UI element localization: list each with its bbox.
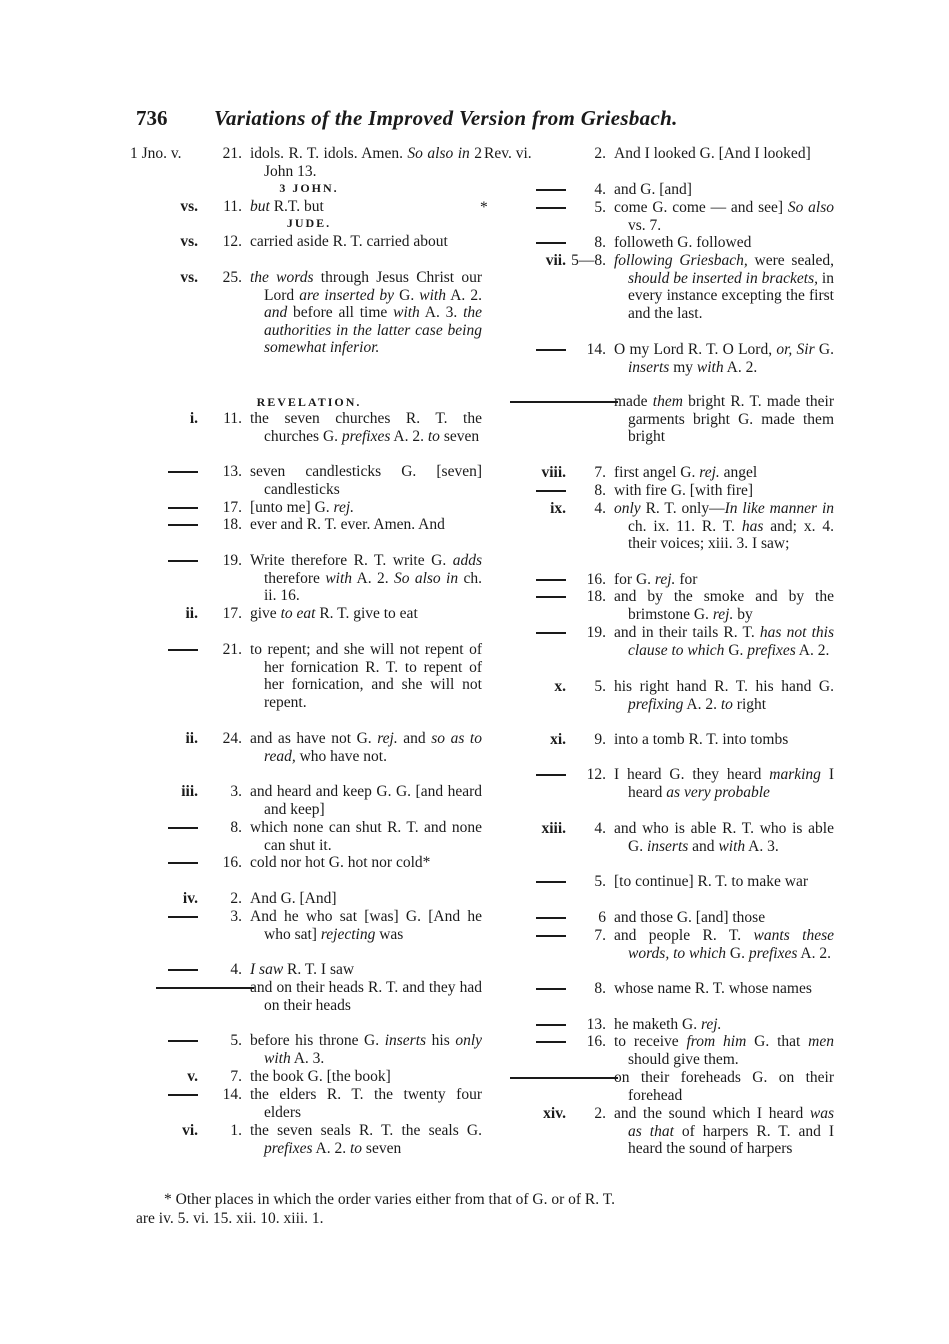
ditto-dash — [168, 862, 198, 864]
entry-reference — [510, 393, 622, 411]
entry-reference — [490, 500, 606, 518]
entry-reference — [490, 181, 606, 199]
verse-ref: 2. — [230, 890, 242, 907]
chapter-ref: xiii. — [541, 820, 566, 837]
entry-reference — [490, 234, 606, 252]
verse-ref: 13. — [586, 1016, 606, 1033]
verse-ref: 16. — [222, 854, 242, 871]
entry-reference — [136, 1086, 242, 1104]
footnote-line-2: are iv. 5. vi. 15. xii. 10. xiii. 1. — [136, 1210, 324, 1227]
ditto-dash — [536, 189, 566, 191]
entry-text: the seven churches R. T. the churches G. prefixes A. 2. to seven — [250, 410, 482, 445]
entry-reference — [490, 980, 606, 998]
chapter-ref: ii. — [185, 730, 198, 747]
verse-ref: 2. — [594, 1105, 606, 1122]
entry-text: [to continue] R. T. to make war — [614, 873, 808, 890]
entry-text: and people R. T. wants these words, to which G. prefixes A. 2. — [614, 927, 834, 962]
ditto-dash — [168, 916, 198, 918]
verse-ref: 5—8. — [571, 252, 606, 269]
verse-ref: 3. — [230, 783, 242, 800]
verse-ref: 13. — [222, 463, 242, 480]
entry-reference — [490, 464, 606, 482]
verse-ref: 21. — [222, 145, 242, 162]
ditto-dash — [536, 596, 566, 598]
chapter-ref: vs. — [180, 198, 198, 215]
entry-text: to receive from him G. that men should give them. — [614, 1033, 834, 1068]
entry-reference — [490, 1033, 606, 1051]
entry-text: which none can shut R. T. and none can shut it. — [250, 819, 482, 854]
verse-ref: 8. — [594, 482, 606, 499]
entry-text: and those G. [and] those — [614, 909, 766, 926]
entry-reference — [136, 499, 242, 517]
entry-text: And he who sat [was] G. [And he who sat] rejecting was — [250, 908, 482, 943]
entry-text: the seven seals R. T. the seals G. prefixes A. 2. to seven — [250, 1122, 482, 1157]
footnote — [136, 1190, 836, 1228]
section-heading: 3 JOHN. — [279, 181, 339, 195]
entry-text: cold nor hot G. hot nor cold* — [250, 854, 431, 871]
entry-reference — [136, 819, 242, 837]
verse-ref: 5. — [594, 199, 606, 216]
chapter-ref: Rev. vi. — [484, 145, 532, 162]
entry-text: I saw R. T. I saw — [250, 961, 355, 978]
entry-text: he maketh G. rej. — [614, 1016, 722, 1033]
verse-ref: 24. — [222, 730, 242, 747]
entry-reference — [490, 927, 606, 945]
entry-text: And I looked G. [And I looked] — [614, 145, 811, 162]
verse-ref: 16. — [586, 571, 606, 588]
verse-ref: 19. — [586, 624, 606, 641]
verse-ref: 6 — [598, 909, 606, 926]
verse-ref: 4. — [594, 181, 606, 198]
entry-reference — [490, 909, 606, 927]
ditto-dash — [168, 524, 198, 526]
chapter-ref: iv. — [182, 890, 198, 907]
ditto-dash — [536, 881, 566, 883]
ditto-dash — [168, 827, 198, 829]
entry-reference — [136, 605, 242, 623]
chapter-ref: vii. — [545, 252, 566, 269]
entry-reference — [490, 588, 606, 606]
entry-reference — [510, 1069, 622, 1087]
verse-ref: 8. — [594, 234, 606, 251]
verse-ref: 4. — [594, 500, 606, 517]
verse-ref: 11. — [223, 410, 242, 427]
chapter-ref: xiv. — [543, 1105, 566, 1122]
entry-reference — [490, 731, 606, 749]
ditto-dash — [168, 507, 198, 509]
chapter-ref: vs. — [180, 233, 198, 250]
chapter-ref: iii. — [181, 783, 198, 800]
verse-ref: 7. — [594, 464, 606, 481]
entry-reference — [490, 341, 606, 359]
verse-ref: 25. — [222, 269, 242, 286]
verse-ref: 18. — [222, 516, 242, 533]
entry-text: ever and R. T. ever. Amen. And — [250, 516, 445, 533]
entry-text: and on their heads R. T. and they had on their heads — [250, 979, 482, 1014]
verse-ref: 5. — [594, 678, 606, 695]
entry-reference — [136, 1068, 242, 1086]
entry-reference — [136, 552, 242, 570]
entry-text: And G. [And] — [250, 890, 337, 907]
ditto-dash — [168, 1040, 198, 1042]
entry-reference — [136, 890, 242, 908]
ditto-dash — [536, 579, 566, 581]
entry-text: and by the smoke and by the brimstone G. rej. by — [614, 588, 834, 623]
chapter-ref: v. — [187, 1068, 198, 1085]
entry-text: the elders R. T. the twenty four elders — [250, 1086, 482, 1121]
verse-ref: 8. — [230, 819, 242, 836]
verse-ref: 4. — [594, 820, 606, 837]
ditto-dash — [536, 632, 566, 634]
ditto-dash — [168, 560, 198, 562]
entry-reference — [136, 1032, 242, 1050]
entry-reference — [490, 678, 606, 696]
entry-text: on their foreheads G. on their forehead — [614, 1069, 834, 1104]
verse-ref: 5. — [230, 1032, 242, 1049]
entry-text: Write therefore R. T. write G. adds therefore with A. 2. So also in ch. ii. 16. — [250, 552, 482, 605]
entry-reference — [136, 516, 242, 534]
page-header — [136, 106, 836, 136]
verse-ref: 16. — [586, 1033, 606, 1050]
entry-reference — [136, 961, 242, 979]
chapter-ref: viii. — [541, 464, 566, 481]
verse-ref: 7. — [594, 927, 606, 944]
entry-text: before his throne G. inserts his only with A. 3. — [250, 1032, 482, 1067]
chapter-ref: x. — [554, 678, 566, 695]
entry-text: and as have not G. rej. and so as to read, who have not. — [250, 730, 482, 765]
verse-ref: 18. — [586, 588, 606, 605]
entry-reference — [136, 269, 242, 287]
entry-text: followeth G. followed — [614, 234, 752, 251]
entry-reference — [490, 820, 606, 838]
chapter-ref: i. — [189, 410, 198, 427]
entry-text: the words through Jesus Christ our Lord are inserted by G. with A. 2. and before all time with A. 3. the authorities in the latter case being somewhat inferior. — [250, 269, 483, 357]
entry-text: to repent; and she will not repent of her fornication R. T. to repent of her fornication, and she will not repent. — [250, 641, 482, 711]
entry-reference — [130, 145, 242, 163]
verse-ref: 2. — [594, 145, 606, 162]
verse-ref: 14. — [222, 1086, 242, 1103]
ditto-dash — [536, 935, 566, 937]
entry-text: O my Lord R. T. O Lord, or, Sir G. inserts my with A. 2. — [614, 341, 834, 376]
footnote-line-1: * Other places in which the order varies either from that of G. or of R. T. — [164, 1191, 615, 1208]
entry-text: with fire G. [with fire] — [614, 482, 754, 499]
entry-text: only R. T. only—In like manner in ch. ix. 11. R. T. has and; x. 4. their voices; xiii. 3. I saw; — [614, 500, 835, 553]
entry-reference — [136, 410, 242, 428]
entry-text: give to eat R. T. give to eat — [250, 605, 418, 622]
entry-text: and who is able R. T. who is able G. inserts and with A. 3. — [614, 820, 834, 855]
entry-text: seven candlesticks G. [seven] candlesticks — [250, 463, 482, 498]
entry-text: made them bright R. T. made their garments bright G. made them bright — [614, 393, 834, 446]
ditto-dash — [536, 490, 566, 492]
ditto-dash — [168, 1094, 198, 1096]
entry-text: into a tomb R. T. into tombs — [614, 731, 789, 748]
verse-ref: 4. — [230, 961, 242, 978]
entry-text: the book G. [the book] — [250, 1068, 391, 1085]
verse-ref: 14. — [586, 341, 606, 358]
entry-reference — [490, 482, 606, 500]
entry-text: and the sound which I heard was as that of harpers R. T. and I heard the sound of harpers — [614, 1105, 834, 1158]
verse-ref: 12. — [222, 233, 242, 250]
entry-text: idols. R. T. idols. Amen. So also in 2 John 13. — [250, 145, 482, 180]
entry-text: following Griesbach, were sealed, should be inserted in brackets, in every instance excepting the first and the last. — [614, 252, 835, 322]
ditto-dash — [536, 917, 566, 919]
verse-ref: 8. — [594, 980, 606, 997]
entry-text: his right hand R. T. his hand G. prefixing A. 2. to right — [614, 678, 834, 713]
entry-text: [unto me] G. rej. — [250, 499, 355, 516]
ditto-long-dash — [510, 401, 618, 403]
entry-text: but R.T. but — [250, 198, 324, 215]
entry-reference — [136, 783, 242, 801]
verse-ref: 17. — [222, 605, 242, 622]
asterisk-marker: * — [480, 199, 488, 216]
page-number: 736 — [136, 106, 168, 130]
entry-text: come G. come — and see] So also vs. 7. — [614, 199, 834, 234]
entry-reference — [490, 873, 606, 891]
entry-reference — [490, 571, 606, 589]
chapter-ref: vs. — [180, 269, 198, 286]
ditto-dash — [536, 349, 566, 351]
entry-reference — [136, 233, 242, 251]
ditto-long-dash — [510, 1077, 618, 1079]
chapter-ref: ii. — [185, 605, 198, 622]
chapter-ref: 1 Jno. v. — [130, 145, 182, 162]
verse-ref: 1. — [230, 1122, 242, 1139]
entry-reference — [156, 979, 258, 997]
entry-reference — [484, 145, 606, 163]
ditto-dash — [168, 649, 198, 651]
ditto-dash — [536, 988, 566, 990]
verse-ref: 21. — [222, 641, 242, 658]
chapter-ref: ix. — [550, 500, 566, 517]
verse-ref: 17. — [222, 499, 242, 516]
chapter-ref: xi. — [550, 731, 566, 748]
entry-reference — [136, 198, 242, 216]
entry-reference — [136, 1122, 242, 1140]
entry-text: for G. rej. for — [614, 571, 698, 588]
entry-reference — [490, 252, 606, 270]
entry-reference — [490, 624, 606, 642]
entry-text: I heard G. they heard marking I heard as very probable — [614, 766, 834, 801]
section-heading: REVELATION. — [256, 395, 362, 409]
entry-reference — [136, 463, 242, 481]
entry-reference — [136, 908, 242, 926]
running-title: Variations of the Improved Version from Griesbach. — [214, 106, 678, 130]
ditto-long-dash — [156, 987, 254, 989]
ditto-dash — [168, 471, 198, 473]
verse-ref: 11. — [223, 198, 242, 215]
entry-reference — [136, 641, 242, 659]
verse-ref: 7. — [230, 1068, 242, 1085]
entry-reference — [490, 766, 606, 784]
entry-reference — [136, 854, 242, 872]
entry-text: and heard and keep G. G. [and heard and keep] — [250, 783, 482, 818]
verse-ref: 9. — [594, 731, 606, 748]
ditto-dash — [536, 207, 566, 209]
ditto-dash — [536, 1024, 566, 1026]
entry-text: and in their tails R. T. has not this clause to which G. prefixes A. 2. — [614, 624, 835, 659]
verse-ref: 5. — [594, 873, 606, 890]
ditto-dash — [536, 1041, 566, 1043]
entry-reference — [490, 1105, 606, 1123]
entry-text: carried aside R. T. carried about — [250, 233, 448, 250]
verse-ref: 3. — [230, 908, 242, 925]
entry-text: and G. [and] — [614, 181, 692, 198]
section-heading: JUDE. — [286, 216, 332, 230]
entry-reference — [480, 199, 606, 217]
ditto-dash — [536, 774, 566, 776]
ditto-dash — [536, 242, 566, 244]
entry-reference — [136, 730, 242, 748]
verse-ref: 12. — [586, 766, 606, 783]
verse-ref: 19. — [222, 552, 242, 569]
entry-text: whose name R. T. whose names — [614, 980, 812, 997]
chapter-ref: vi. — [182, 1122, 198, 1139]
entry-reference — [490, 1016, 606, 1034]
entry-text: first angel G. rej. angel — [614, 464, 758, 481]
ditto-dash — [168, 969, 198, 971]
